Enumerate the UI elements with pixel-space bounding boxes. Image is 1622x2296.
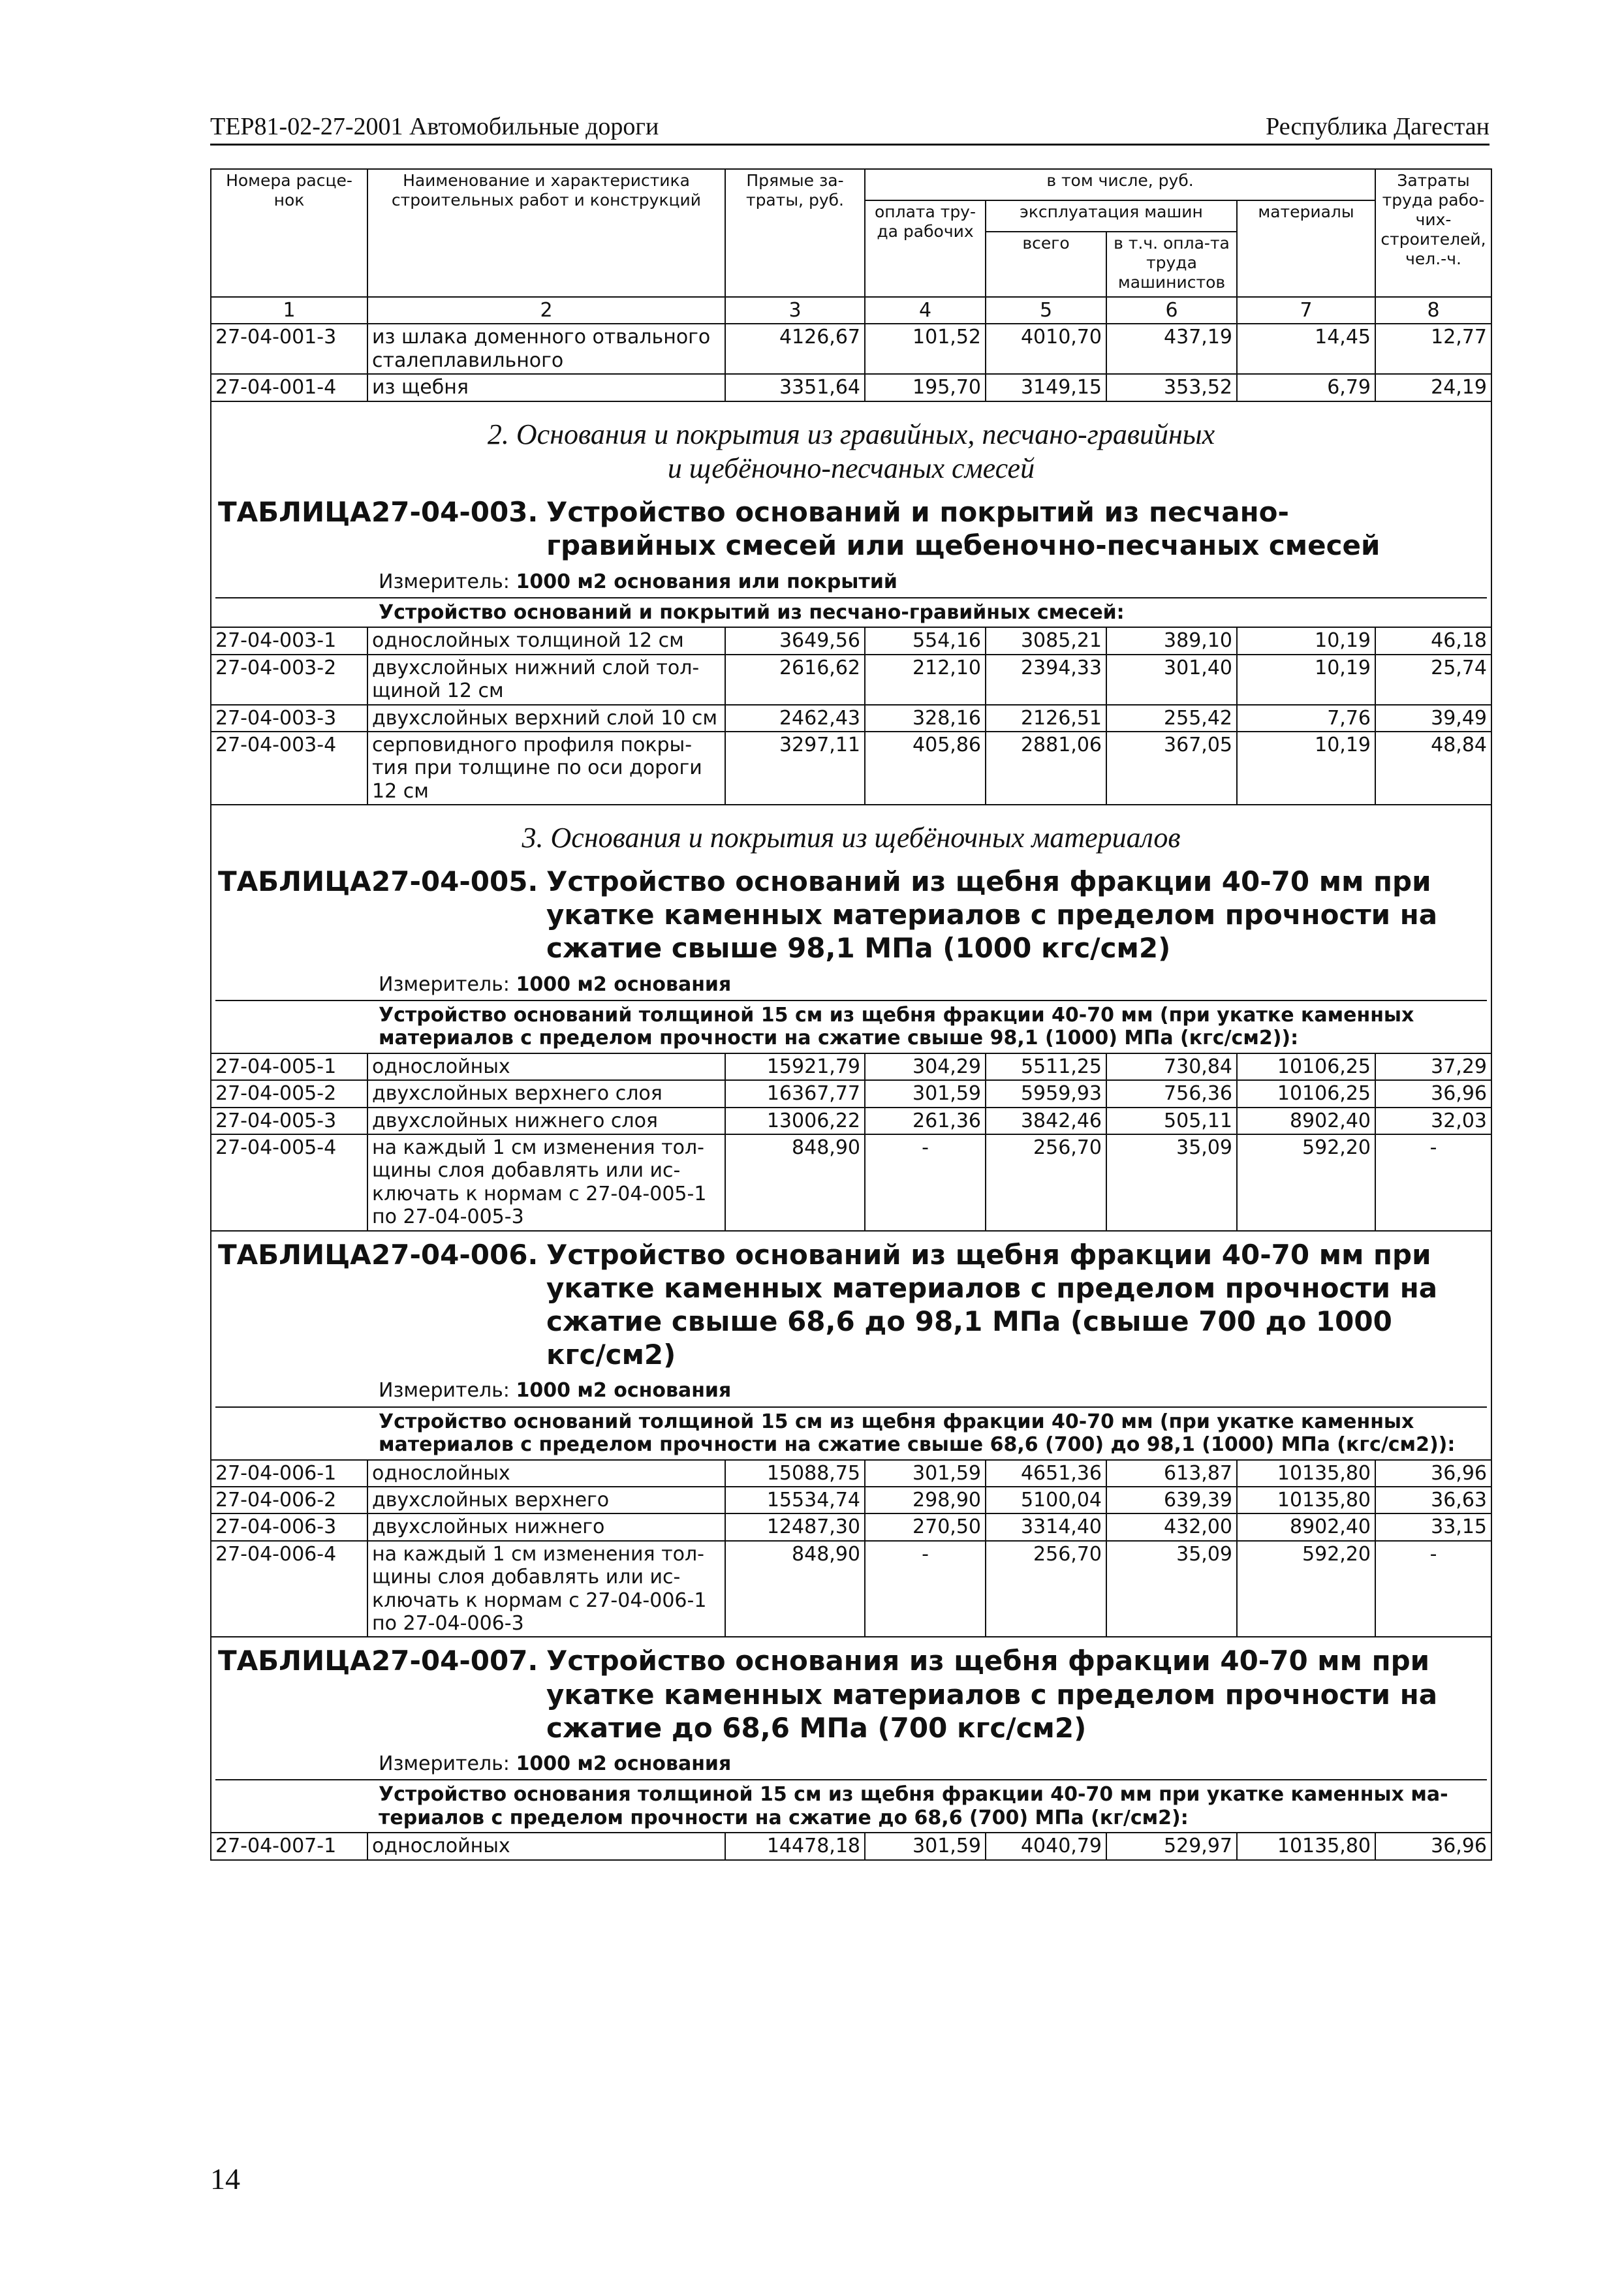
cell-mach: 3149,15: [986, 374, 1106, 401]
table-row: [211, 705, 1491, 732]
cell-machw: 367,05: [1106, 732, 1237, 805]
cell-direct: 3351,64: [725, 374, 865, 401]
col-name-header: Наименование и характеристика строительных работ и конструкций: [367, 169, 725, 297]
cell-mach: 4010,70: [986, 324, 1106, 374]
cell-labor: -: [1375, 1541, 1491, 1637]
cell-wages: 301,59: [865, 1080, 986, 1107]
table-006-section-row: [211, 1231, 1491, 1460]
table-row: [211, 655, 1491, 705]
cell-machw: 389,10: [1106, 627, 1237, 654]
cell-name: на каждый 1 см изменения тол-щины слоя добавлять или ис-ключать к нормам с 27-04-005-1 по 27-04-005-3: [367, 1134, 725, 1231]
table-title: Устройство оснований из щебня фракции 40-70 мм при укатке каменных материалов с пределом прочности на сжатие свыше 98,1 МПа (1000 кгс/см2): [546, 865, 1438, 965]
cell-direct: 13006,22: [725, 1108, 865, 1134]
table-row: [211, 1080, 1491, 1107]
cell-code: 27-04-003-3: [211, 705, 367, 732]
cell-machw: 432,00: [1106, 1513, 1237, 1540]
cell-wages: -: [865, 1541, 986, 1637]
column-number: 2: [367, 297, 725, 324]
table-title: Устройство оснований и покрытий из песчано-гравийных смесей или щебеночно-песчаных смесей: [546, 496, 1380, 562]
cell-direct: 14478,18: [725, 1833, 865, 1859]
meter-value: 1000 м2 основания: [516, 972, 732, 996]
col-machines-total-header: всего: [986, 232, 1106, 297]
table-row: [211, 1833, 1491, 1859]
table-row: [211, 1053, 1491, 1080]
col-materials-header: материалы: [1237, 200, 1375, 297]
cell-code: 27-04-007-1: [211, 1833, 367, 1859]
cell-mat: 592,20: [1237, 1134, 1375, 1231]
cell-code: 27-04-006-4: [211, 1541, 367, 1637]
meter-value: 1000 м2 основания: [516, 1379, 732, 1403]
table-row: [211, 1134, 1491, 1231]
cell-labor: 12,77: [1375, 324, 1491, 374]
cell-direct: 848,90: [725, 1541, 865, 1637]
cell-mat: 10106,25: [1237, 1080, 1375, 1107]
cell-direct: 16367,77: [725, 1080, 865, 1107]
table-word: ТАБЛИЦА: [218, 865, 371, 897]
cell-machw: 613,87: [1106, 1460, 1237, 1487]
col-code-header: Номера расце-нок: [211, 169, 367, 297]
table-006-heading: [215, 1233, 1487, 1376]
table-row: [211, 1541, 1491, 1637]
cell-code: 27-04-001-4: [211, 374, 367, 401]
table-body: [211, 324, 1491, 1859]
cell-labor: -: [1375, 1134, 1491, 1231]
cell-mach: 2126,51: [986, 705, 1106, 732]
cell-mach: 2881,06: [986, 732, 1106, 805]
meter-label: Измеритель:: [379, 570, 510, 593]
table-row: [211, 1513, 1491, 1540]
table-word: ТАБЛИЦА: [218, 1238, 371, 1271]
column-number: 4: [865, 297, 986, 324]
col-wages-header: оплата тру-да рабочих: [865, 200, 986, 297]
section-3-title: 3. Основания и покрытия из щебёночных материалов: [522, 822, 1181, 854]
section-2-row: [211, 401, 1491, 628]
cell-name: двухслойных верхнего: [367, 1487, 725, 1513]
cell-name: серповидного профиля покры-тия при толщине по оси дороги 12 см: [367, 732, 725, 805]
meter-label: Измеритель:: [379, 1379, 510, 1403]
cell-labor: 32,03: [1375, 1108, 1491, 1134]
cell-mat: 7,76: [1237, 705, 1375, 732]
column-number: 5: [986, 297, 1106, 324]
cell-name: однослойных: [367, 1460, 725, 1487]
cell-machw: 35,09: [1106, 1541, 1237, 1637]
table-word: ТАБЛИЦА: [218, 496, 371, 529]
table-row: [211, 1108, 1491, 1134]
cell-wages: 261,36: [865, 1108, 986, 1134]
table-006-subhead: Устройство оснований толщиной 15 см из щебня фракции 40-70 мм (при укатке каменных материалов с пределом прочности на сжатие свыше 68,6 (700) до 98,1 (1000) МПа (кгс/см2)):: [379, 1410, 1456, 1457]
cell-direct: 12487,30: [725, 1513, 865, 1540]
cell-code: 27-04-006-1: [211, 1460, 367, 1487]
column-number: 8: [1375, 297, 1491, 324]
cell-name: из щебня: [367, 374, 725, 401]
document-code: ТЕР81-02-27-2001 Автомобильные дороги: [210, 113, 659, 140]
cell-machw: 730,84: [1106, 1053, 1237, 1080]
cell-machw: 353,52: [1106, 374, 1237, 401]
cell-machw: 255,42: [1106, 705, 1237, 732]
cell-machw: 301,40: [1106, 655, 1237, 705]
cell-mach: 256,70: [986, 1541, 1106, 1637]
cell-code: 27-04-006-3: [211, 1513, 367, 1540]
column-number: 3: [725, 297, 865, 324]
table-title: Устройство основания из щебня фракции 40-70 мм при укатке каменных материалов с пределом прочности на сжатие до 68,6 МПа (700 кгс/см2): [546, 1645, 1438, 1744]
table-007-heading: [215, 1639, 1487, 1748]
cell-name: двухслойных нижнего: [367, 1513, 725, 1540]
cell-name: двухслойных верхнего слоя: [367, 1080, 725, 1107]
cell-machw: 35,09: [1106, 1134, 1237, 1231]
cell-wages: 298,90: [865, 1487, 986, 1513]
column-number: 7: [1237, 297, 1375, 324]
cell-labor: 36,63: [1375, 1487, 1491, 1513]
cell-mat: 14,45: [1237, 324, 1375, 374]
cell-name: из шлака доменного отвального сталеплавильного: [367, 324, 725, 374]
table-row: [211, 627, 1491, 654]
cell-wages: 195,70: [865, 374, 986, 401]
cell-mach: 256,70: [986, 1134, 1106, 1231]
col-including-header: в том числе, руб.: [865, 169, 1375, 200]
section-title-line: 2. Основания и покрытия из гравийных, песчано-гравийных: [487, 418, 1215, 450]
cell-mat: 10135,80: [1237, 1460, 1375, 1487]
cell-direct: 15921,79: [725, 1053, 865, 1080]
cell-mat: 10135,80: [1237, 1833, 1375, 1859]
table-header: [211, 169, 1491, 324]
cell-mat: 10,19: [1237, 627, 1375, 654]
table-code: 27-04-007.: [371, 1645, 538, 1677]
cell-mach: 2394,33: [986, 655, 1106, 705]
cell-mat: 8902,40: [1237, 1108, 1375, 1134]
region-name: Республика Дагестан: [1266, 113, 1489, 140]
cell-labor: 25,74: [1375, 655, 1491, 705]
cell-machw: 529,97: [1106, 1833, 1237, 1859]
table-007-meter: [215, 1748, 1487, 1780]
cell-code: 27-04-006-2: [211, 1487, 367, 1513]
table-code: 27-04-006.: [371, 1238, 538, 1271]
section-2-title: [215, 403, 1487, 491]
cell-code: 27-04-005-1: [211, 1053, 367, 1080]
cell-direct: 2616,62: [725, 655, 865, 705]
cell-wages: 270,50: [865, 1513, 986, 1540]
cell-direct: 4126,67: [725, 324, 865, 374]
cell-wages: 212,10: [865, 655, 986, 705]
col-machines-header: эксплуатация машин: [986, 200, 1237, 232]
cell-name: однослойных толщиной 12 см: [367, 627, 725, 654]
cell-mach: 3314,40: [986, 1513, 1106, 1540]
cell-wages: 101,52: [865, 324, 986, 374]
cell-mat: 8902,40: [1237, 1513, 1375, 1540]
cell-wages: 328,16: [865, 705, 986, 732]
cell-labor: 46,18: [1375, 627, 1491, 654]
cell-mach: 3842,46: [986, 1108, 1106, 1134]
table-code: 27-04-005.: [371, 865, 538, 897]
table-code: 27-04-003.: [371, 496, 538, 529]
cell-name: двухслойных верхний слой 10 см: [367, 705, 725, 732]
column-number: 1: [211, 297, 367, 324]
table-003-subhead: Устройство оснований и покрытий из песчано-гравийных смесей:: [379, 601, 1125, 625]
cell-mach: 5511,25: [986, 1053, 1106, 1080]
cell-labor: 33,15: [1375, 1513, 1491, 1540]
cell-direct: 3297,11: [725, 732, 865, 805]
table-row: [211, 1487, 1491, 1513]
cell-name: двухслойных нижнего слоя: [367, 1108, 725, 1134]
cell-mat: 10,19: [1237, 655, 1375, 705]
cell-code: 27-04-001-3: [211, 324, 367, 374]
column-number-row: [211, 297, 1491, 324]
cell-code: 27-04-005-4: [211, 1134, 367, 1231]
cell-machw: 639,39: [1106, 1487, 1237, 1513]
table-007-section-row: [211, 1637, 1491, 1833]
cell-name: на каждый 1 см изменения тол-щины слоя добавлять или ис-ключать к нормам с 27-04-006-1 по 27-04-006-3: [367, 1541, 725, 1637]
cell-labor: 36,96: [1375, 1080, 1491, 1107]
cell-wages: 301,59: [865, 1833, 986, 1859]
table-003-meter: [215, 566, 1487, 598]
table-005-heading: [215, 860, 1487, 969]
table-row: [211, 324, 1491, 374]
col-labor-header: Затраты труда рабо-чих-строителей, чел.-ч.: [1375, 169, 1491, 297]
cell-name: однослойных: [367, 1053, 725, 1080]
cell-mach: 3085,21: [986, 627, 1106, 654]
meter-value: 1000 м2 основания или покрытий: [516, 570, 897, 593]
meter-value: 1000 м2 основания: [516, 1752, 732, 1776]
cell-code: 27-04-005-3: [211, 1108, 367, 1134]
cell-wages: 304,29: [865, 1053, 986, 1080]
cell-name: двухслойных нижний слой тол-щиной 12 см: [367, 655, 725, 705]
cell-labor: 24,19: [1375, 374, 1491, 401]
rates-table: [210, 168, 1492, 1861]
table-title: Устройство оснований из щебня фракции 40-70 мм при укатке каменных материалов с пределом прочности на сжатие свыше 68,6 до 98,1 МПа (свыше 700 до 1000 кгс/см2): [546, 1238, 1438, 1371]
page-header: [210, 112, 1489, 146]
cell-direct: 15534,74: [725, 1487, 865, 1513]
table-005-meter: [215, 969, 1487, 1001]
table-005-subhead: Устройство оснований толщиной 15 см из щебня фракции 40-70 мм (при укатке каменных материалов с пределом прочности на сжатие свыше 98,1 (1000) МПа (кгс/см2)):: [379, 1004, 1414, 1050]
cell-mach: 4040,79: [986, 1833, 1106, 1859]
cell-wages: -: [865, 1134, 986, 1231]
cell-labor: 48,84: [1375, 732, 1491, 805]
cell-direct: 3649,56: [725, 627, 865, 654]
meter-label: Измеритель:: [379, 1752, 510, 1776]
cell-name: однослойных: [367, 1833, 725, 1859]
meter-label: Измеритель:: [379, 972, 510, 996]
table-word: ТАБЛИЦА: [218, 1645, 371, 1677]
table-row: [211, 374, 1491, 401]
cell-mat: 10135,80: [1237, 1487, 1375, 1513]
table-006-meter: [215, 1375, 1487, 1407]
cell-direct: 15088,75: [725, 1460, 865, 1487]
cell-labor: 37,29: [1375, 1053, 1491, 1080]
cell-machw: 437,19: [1106, 324, 1237, 374]
column-number: 6: [1106, 297, 1237, 324]
cell-code: 27-04-005-2: [211, 1080, 367, 1107]
cell-wages: 301,59: [865, 1460, 986, 1487]
cell-machw: 505,11: [1106, 1108, 1237, 1134]
cell-mach: 5959,93: [986, 1080, 1106, 1107]
cell-mat: 592,20: [1237, 1541, 1375, 1637]
table-003-heading: [215, 490, 1487, 566]
cell-labor: 36,96: [1375, 1460, 1491, 1487]
cell-labor: 36,96: [1375, 1833, 1491, 1859]
cell-wages: 405,86: [865, 732, 986, 805]
cell-direct: 848,90: [725, 1134, 865, 1231]
table-row: [211, 732, 1491, 805]
cell-machw: 756,36: [1106, 1080, 1237, 1107]
cell-mat: 10106,25: [1237, 1053, 1375, 1080]
page-number: 14: [210, 2162, 240, 2195]
cell-mach: 4651,36: [986, 1460, 1106, 1487]
table-row: [211, 1460, 1491, 1487]
cell-wages: 554,16: [865, 627, 986, 654]
cell-labor: 39,49: [1375, 705, 1491, 732]
table-007-subhead: Устройство основания толщиной 15 см из щебня фракции 40-70 мм при укатке каменных ма-териалов с пределом прочности на сжатие до 68,6 (700) МПа (кг/см2):: [379, 1783, 1448, 1829]
cell-code: 27-04-003-2: [211, 655, 367, 705]
cell-code: 27-04-003-1: [211, 627, 367, 654]
cell-mat: 6,79: [1237, 374, 1375, 401]
col-direct-header: Прямые за-траты, руб.: [725, 169, 865, 297]
cell-mat: 10,19: [1237, 732, 1375, 805]
section-3-row: [211, 805, 1491, 1053]
cell-code: 27-04-003-4: [211, 732, 367, 805]
section-title-line: и щебёночно-песчаных смесей: [667, 452, 1035, 485]
cell-mach: 5100,04: [986, 1487, 1106, 1513]
cell-direct: 2462,43: [725, 705, 865, 732]
col-machinist-wages-header: в т.ч. опла-та труда машинистов: [1106, 232, 1237, 297]
